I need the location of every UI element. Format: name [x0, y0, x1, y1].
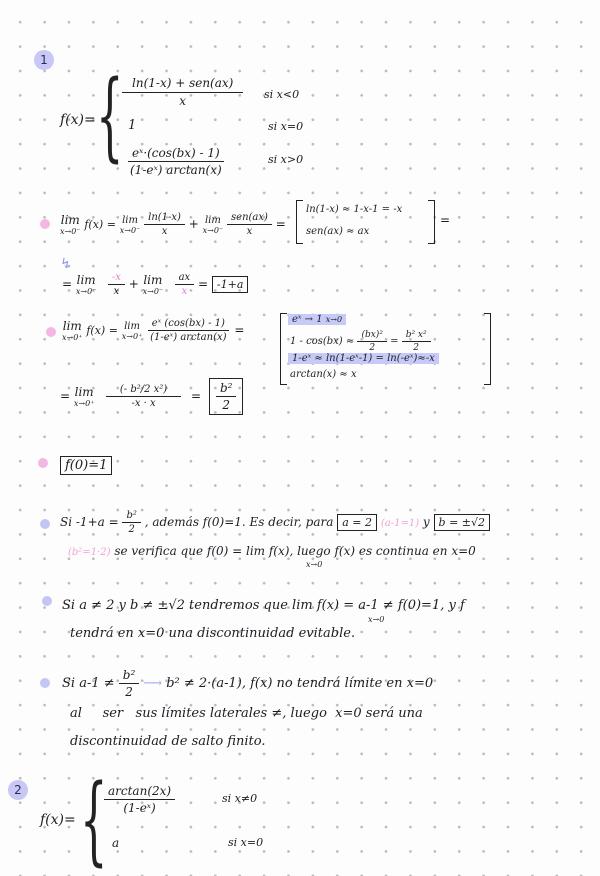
- approx-exp: eˣ → 1 x→0: [288, 314, 346, 325]
- salto-line3: discontinuidad de salto finito.: [70, 734, 266, 749]
- left-brace-2: {: [80, 764, 108, 876]
- left-brace: {: [96, 60, 124, 172]
- case1-condition: si x<0: [264, 88, 300, 101]
- evitable-line1: Si a ≠ 2 y b ≠ ±√2 tendremos que lim f(x) = a-1 ≠ f(0)=1, y f: [62, 598, 465, 613]
- bullet-blue: [40, 519, 50, 529]
- approx-bracket-right: [428, 200, 435, 244]
- continuity-lim-sub: x→0: [306, 560, 323, 569]
- right-limit-line2: = lim x→0⁺ $\frac{\text{(- b²/2 x²)}}{-x \cdot x}$ = $\frac{\text{b²}}{2}$: [60, 378, 243, 415]
- bullet-pink: [40, 219, 50, 229]
- bullet-pink: [46, 327, 56, 337]
- equals-sign: =: [440, 213, 451, 227]
- case3-condition: si x>0: [268, 153, 304, 166]
- salto-line1: Si a-1 ≠ $\frac{\text{b²}}{2}$ ⟶ b² ≠ 2·(a-1), f(x) no tendrá límite en x=0: [62, 668, 434, 699]
- right-limit-result: $\frac{\text{b²}}{2}$: [209, 378, 244, 415]
- left-limit-line1: lim x→0⁻ f(x) = lim x→0⁻ $\frac{\ln(1-x)}{x}$ + lim x→0⁻ $\frac{\text{sen(ax)}}{x}$ =: [60, 212, 286, 237]
- problem-number-1: 1: [34, 50, 54, 70]
- b-value-box: b = ±√2: [434, 514, 490, 531]
- approx-arctan: arctan(x) ≈ x: [290, 369, 357, 380]
- f0-value: f(0)=1: [60, 456, 112, 475]
- case1-fraction: $\frac{\text{ln(1-x) + sen(ax)}}{x}$: [122, 76, 243, 108]
- approx-bracket-left-2: [280, 313, 287, 385]
- bullet-blue: [40, 678, 50, 688]
- approx-bracket-right-2: [484, 313, 491, 385]
- function2-lhs: f(x)=: [40, 812, 76, 828]
- case2-condition: si x=0: [268, 120, 304, 133]
- p2-case1-condition: si x≠0: [222, 792, 258, 805]
- lightning-mark: ↯: [60, 256, 72, 272]
- left-limit-result: -1+a: [212, 276, 249, 293]
- case3-fraction: $\frac{\text{eˣ·(cos(bx) - 1)}}{\text{(1-eˣ) arctan(x)}}$: [126, 146, 226, 177]
- p2-case2-condition: si x=0: [228, 836, 264, 849]
- continuity-line2: (b²=1·2) se verifica que f(0) = lim f(x), luego f(x) es continua en x=0: [68, 544, 476, 558]
- left-limit-line2: = lim x→0⁻ $\frac{-x}{x}$ + lim x→0⁻ $\frac{ax}{x}$ = -1+a: [62, 272, 248, 297]
- bullet-blue: [42, 596, 52, 606]
- p2-case2-value: a: [112, 836, 120, 850]
- approx-line1: ln(1-x) ≈ 1-x-1 = -x: [306, 204, 403, 215]
- function-lhs: f(x)=: [60, 112, 96, 128]
- case2-value: 1: [128, 118, 137, 133]
- approx-one-minus-exp: 1-eˣ ≈ ln(1-eˣ-1) = ln(-eˣ)≈-x: [288, 353, 439, 364]
- a-value-box: a = 2: [337, 514, 377, 531]
- problem-number-2: 2: [8, 780, 28, 800]
- right-limit-line1: lim x→0⁺ f(x) = lim x→0⁺ $\frac{\text{eˣ (cos(bx) - 1)}}{\text{(1-eˣ) arctan(x)}}$ =: [62, 318, 245, 343]
- p2-case1-fraction: $\frac{\arctan(2x)}{\text{(1-eˣ)}}$: [104, 784, 175, 815]
- salto-line2: al ser sus límites laterales ≠, luego x=0 será una: [70, 706, 423, 721]
- evitable-lim-sub: x→0: [368, 615, 385, 624]
- approx-line2: sen(ax) ≈ ax: [306, 226, 370, 237]
- continuity-line1: Si -1+a = $\frac{\text{b²}}{2}$ , además f(0)=1. Es decir, para a = 2 (a-1=1) y b = ±√2: [60, 510, 490, 535]
- evitable-line2: tendrá en x=0 una discontinuidad evitable.: [70, 626, 356, 641]
- bullet-pink: [38, 458, 48, 468]
- approx-cos: 1 - cos(bx) ≈ $\frac{\text{(bx)²}}{2}$ = $\frac{\text{b² x²}}{2}$: [290, 330, 431, 353]
- approx-bracket-left: [296, 200, 303, 244]
